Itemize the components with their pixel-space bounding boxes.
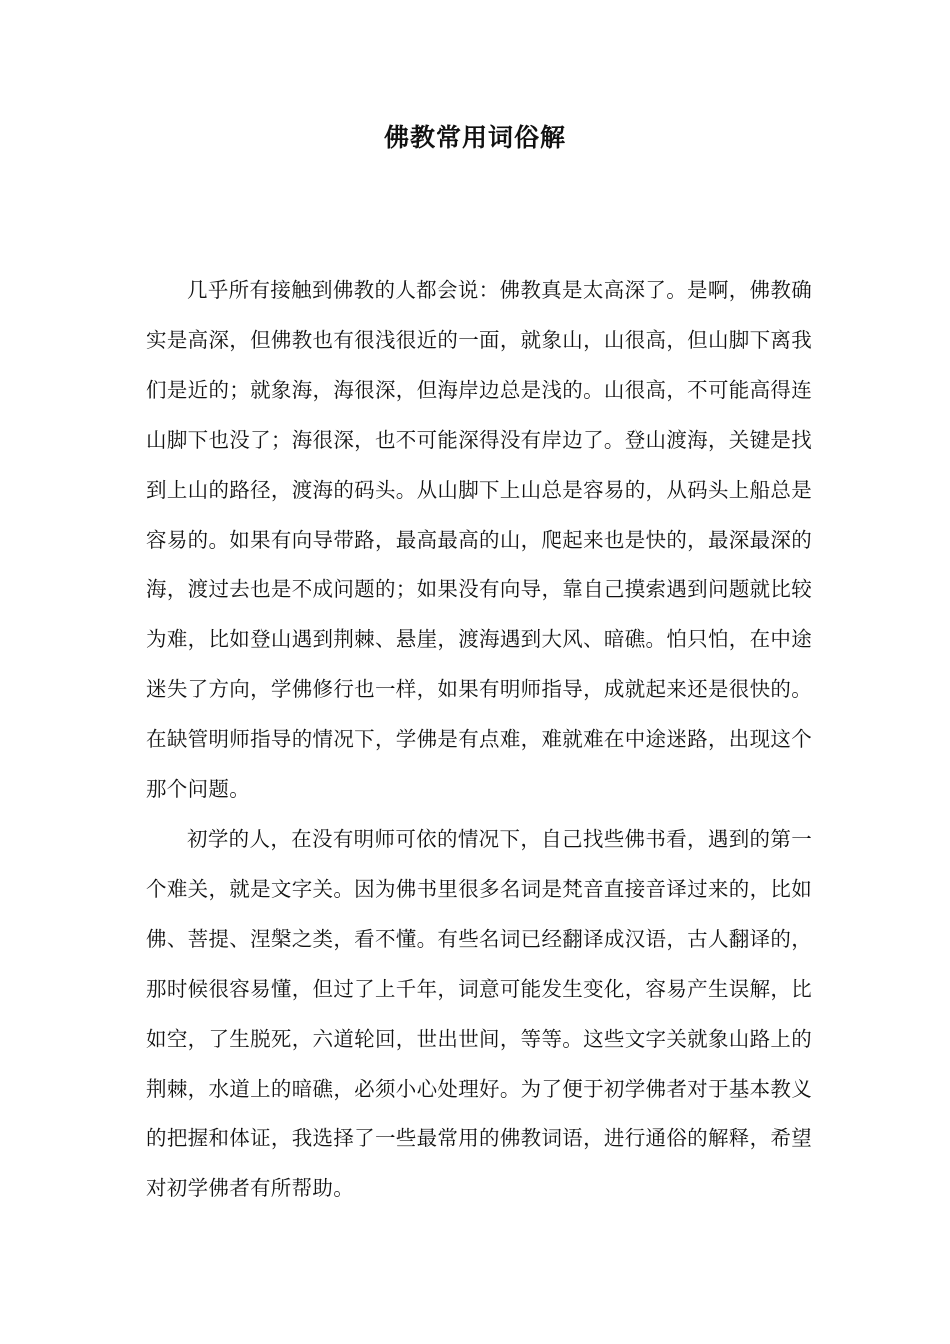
document-body bbox=[146, 266, 812, 1214]
document-title: 佛教常用词俗解 bbox=[383, 123, 566, 152]
paragraph: 初学的人，在没有明师可依的情况下，自己找些佛书看，遇到的第一个难关，就是文字关。因为佛书里很多名词是梵音直接音译过来的，比如佛、菩提、涅槃之类，看不懂。有些名词已经翻译成汉语，古人翻译的，那时候很容易懂，但过了上千年，词意可能发生变化，容易产生误解，比如空，了生脱死，六道轮回，世出世间，等等。这些文字关就象山路上的荆棘，水道上的暗礁，必须小心处理好。为了便于初学佛者对于基本教义的把握和体证，我选择了一些最常用的佛教词语，进行通俗的解释，希望对初学佛者有所帮助。 bbox=[146, 826, 812, 1201]
paragraph: 几乎所有接触到佛教的人都会说：佛教真是太高深了。是啊，佛教确实是高深，但佛教也有很浅很近的一面，就象山，山很高，但山脚下离我们是近的；就象海，海很深，但海岸边总是浅的。山很高，不可能高得连山脚下也没了；海很深，也不可能深得没有岸边了。登山渡海，关键是找到上山的路径，渡海的码头。从山脚下上山总是容易的，从码头上船总是容易的。如果有向导带路，最高最高的山，爬起来也是快的，最深最深的海，渡过去也是不成问题的；如果没有向导，靠自己摸索遇到问题就比较为难，比如登山遇到荆棘、悬崖，渡海遇到大风、暗礁。怕只怕，在中途迷失了方向，学佛修行也一样，如果有明师指导，成就起来还是很快的。在缺管明师指导的情况下，学佛是有点难，难就难在中途迷路，出现这个那个问题。 bbox=[146, 278, 812, 802]
